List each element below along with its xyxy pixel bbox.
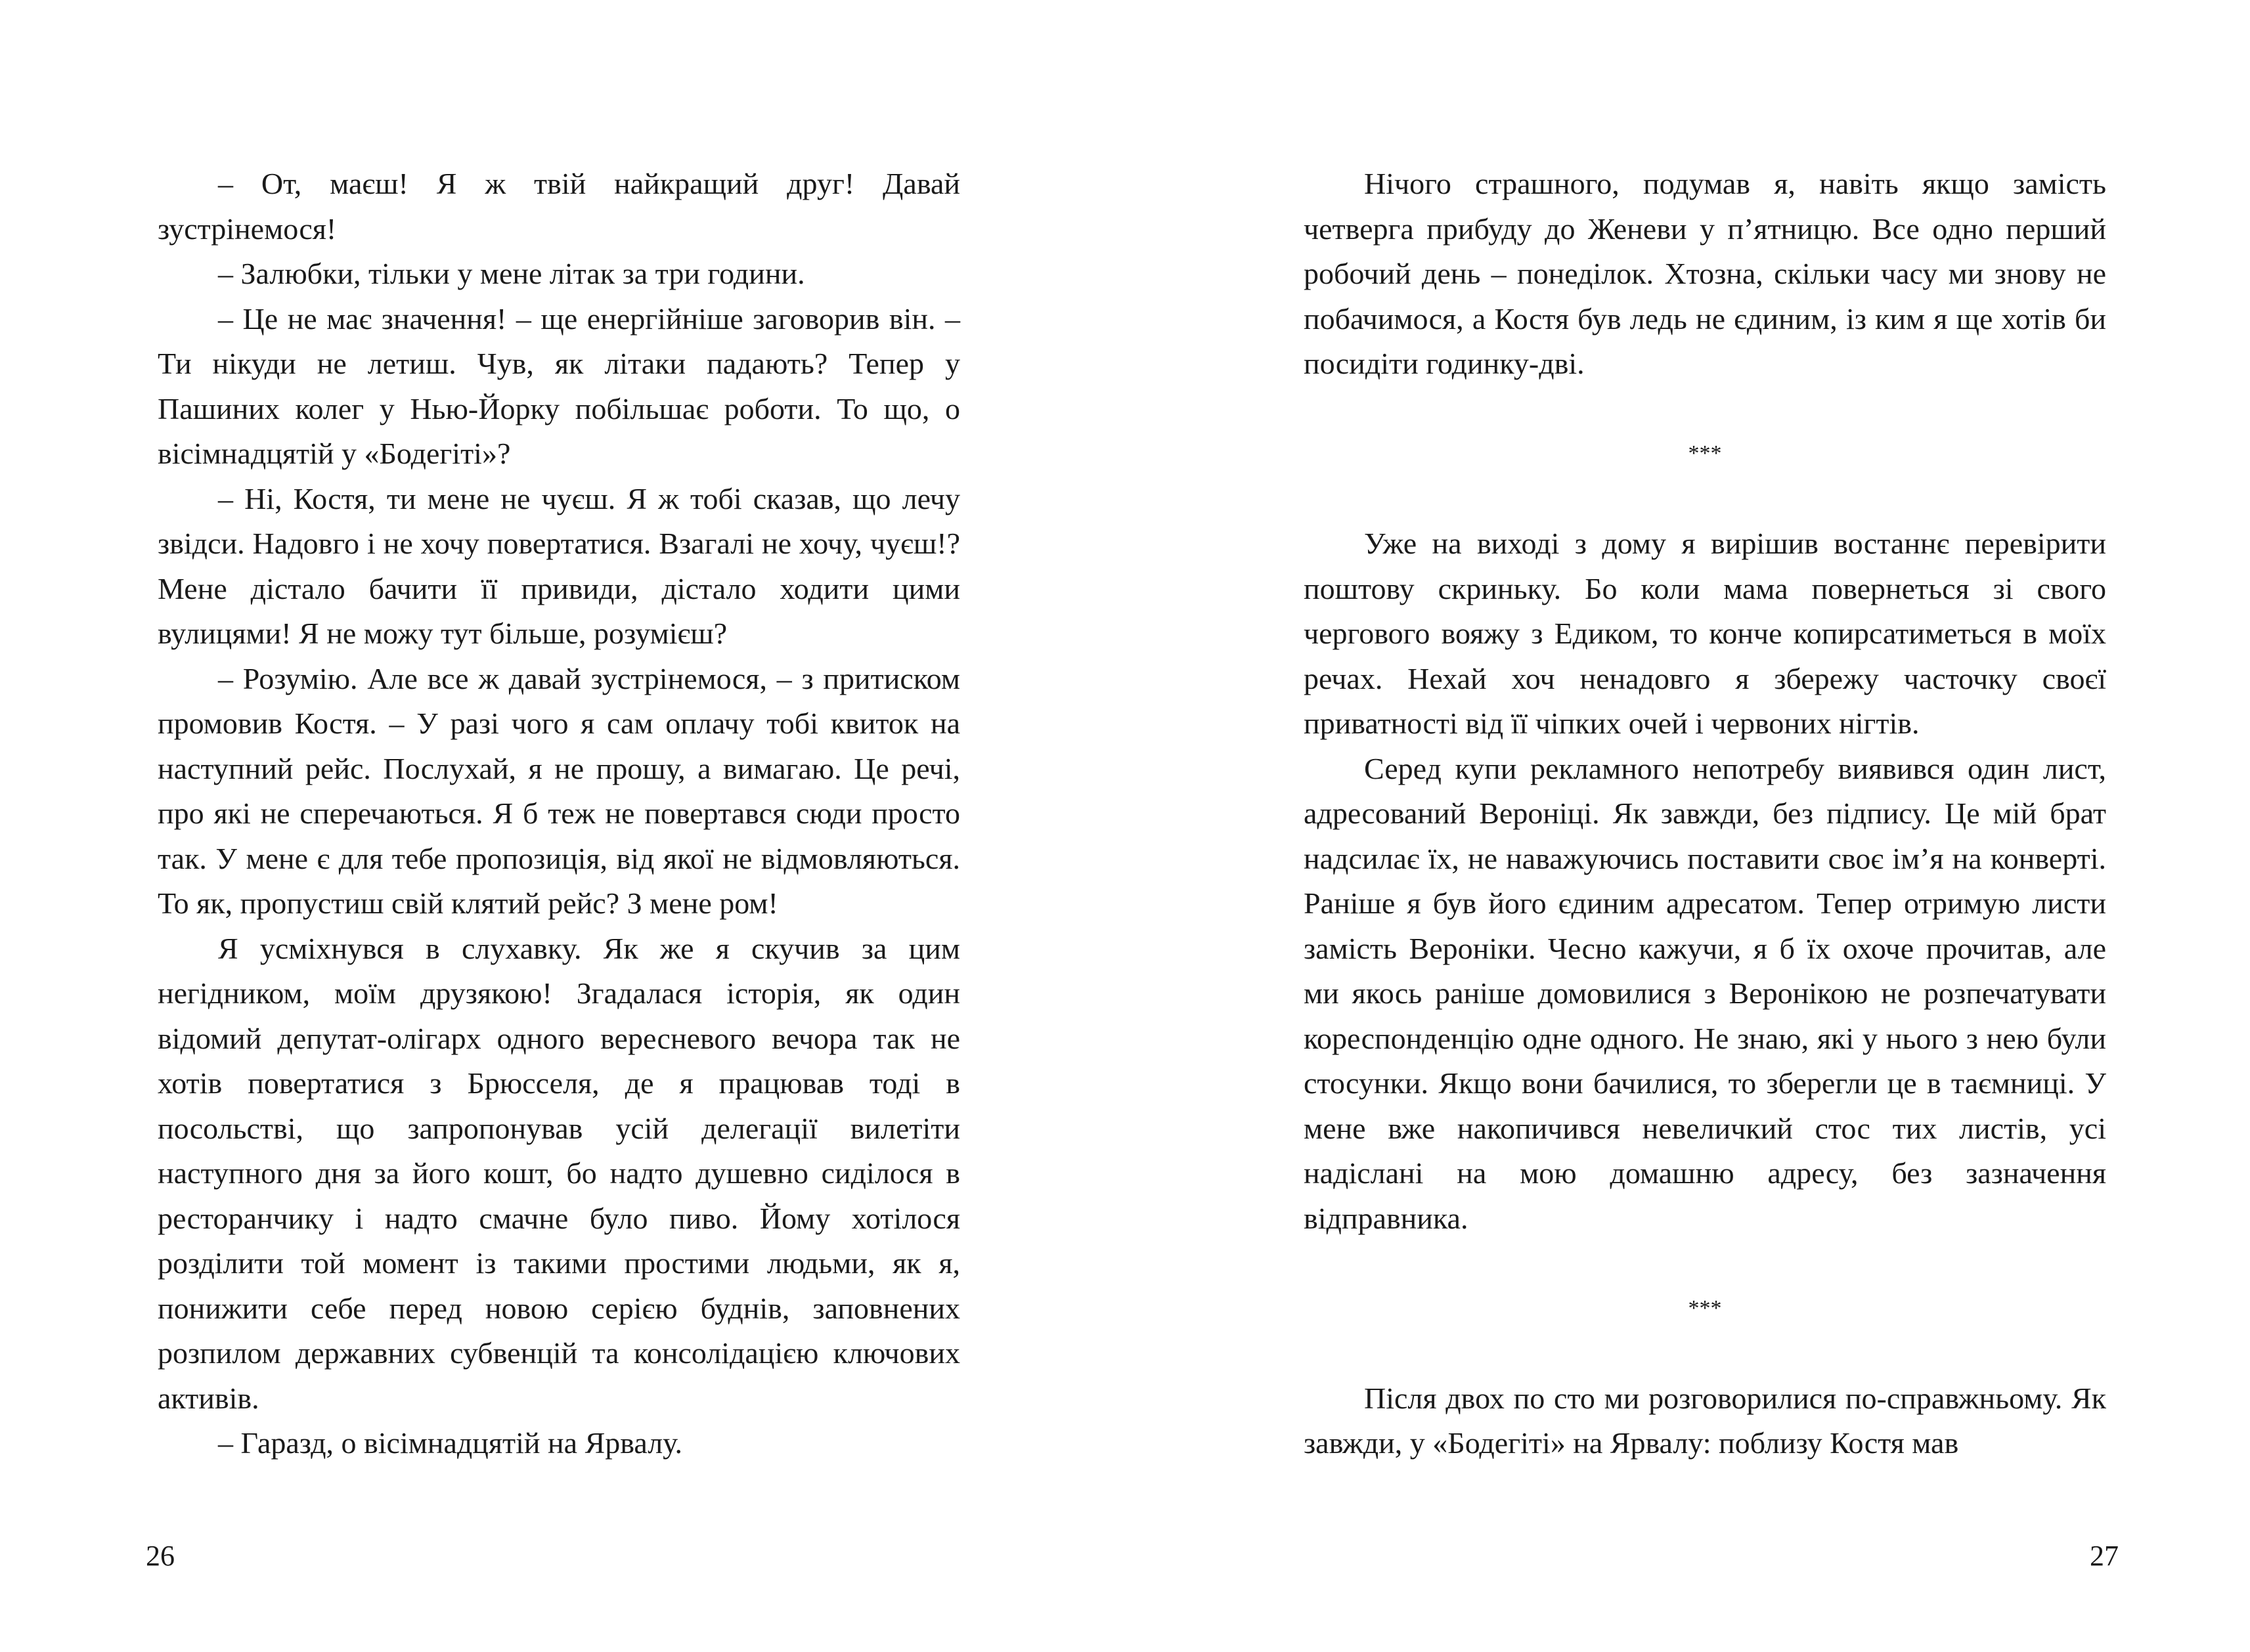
right-page — [1125, 0, 2250, 1652]
paragraph: – Залюбки, тільки у мене літак за три години. — [218, 257, 805, 290]
paragraph: – Розумію. Але все ж давай зустрінемося, – з притиском промовив Костя. – У разі чого я сам оплачу тобі квиток на наступний рейс. Послухай, я не прошу, а вимагаю. Це речі, про які не сперечаються. Я б теж не повертався сюди просто так. У мене є для тебе пропозиція, від якої не відмовляються. То як, пропустиш свій клятий рейс? З мене ром! — [158, 661, 960, 920]
paragraph: – Це не має значення! – ще енергійніше заговорив він. – Ти нікуди не летиш. Чув, як літаки падають? Тепер у Пашиних колег у Нью-Йорку побільшає роботи. То що, о вісімнадцятій у «Бодегіті»? — [158, 301, 960, 470]
page-number: 27 — [2090, 1540, 2119, 1572]
spacer — [1304, 1241, 2106, 1286]
page-number: 26 — [146, 1540, 175, 1572]
paragraph: Серед купи рекламного непотребу виявився один лист, адресований Вероніці. Як завжди, без підпису. Це мій брат надсилає їх, не наважуючись поставити своє ім’я на конверті. Раніше я був його єдиним адресатом. Тепер отримую листи замість Вероніки. Чесно кажучи, я б їх охоче прочитав, але ми якось раніше домовилися з Веронікою не розпечатувати кореспонденцію одне одного. Не знаю, які у нього з нею були стосунки. Якщо вони бачилися, то зберегли це в таємниці. У мене вже накопичився невеличкий стос тих листів, усі надіслані на мою домашню адресу, без зазначення відправника. — [1304, 751, 2106, 1235]
left-page-text — [158, 162, 960, 1466]
paragraph: Після двох по сто ми розговорилися по-справжньому. Як завжди, у «Бодегіті» на Ярвалу: поблизу Костя мав — [1304, 1381, 2106, 1460]
right-page-text — [1304, 162, 2106, 1466]
paragraph: Уже на виході з дому я вирішив востаннє перевірити поштову скриньку. Бо коли мама повернеться зі свого чергового вояжу з Едиком, то конче копирсатиметься в моїх речах. Нехай хоч ненадовго я збережу часточку своєї приватності від її чіпких очей і червоних нігтів. — [1304, 527, 2106, 740]
spacer — [1304, 387, 2106, 432]
spacer — [1304, 1331, 2106, 1376]
paragraph: Я усміхнувся в слухавку. Як же я скучив за цим негідником, моїм друзякою! Згадалася історія, як один відомий депутат-олігарх одного вересневого вечора так не хотів повертатися з Брюсселя, де я працював тоді в посольстві, що запропонував усій делегації вилетіти наступного дня за його кошт, бо надто душевно сиділося в ресторанчику і надто смачне було пиво. Йому хотілося розділити той момент із такими простими людьми, як я, понижити себе перед новою серією буднів, заповнених розпилом державних субвенцій та консолідацією ключових активів. — [158, 931, 960, 1415]
section-separator: *** — [1688, 1295, 1722, 1320]
section-separator: *** — [1688, 441, 1722, 466]
paragraph: – От, маєш! Я ж твій найкращий друг! Давай зустрінемося! — [158, 167, 960, 246]
paragraph: – Ні, Костя, ти мене не чуєш. Я ж тобі сказав, що лечу звідси. Надовго і не хочу повертатися. Взагалі не хочу, чуєш!? Мене дістало бачити її привиди, дістало ходити цими вулицями! Я не можу тут більше, розумієш? — [158, 481, 960, 650]
paragraph: Нічого страшного, подумав я, навіть якщо замість четверга прибуду до Женеви у п’ятницю. Все одно перший робочий день – понеділок. Хтозна, скільки часу ми знову не побачимося, а Костя був ледь не єдиним, із ким я ще хотів би посидіти годинку-дві. — [1304, 167, 2106, 380]
paragraph: – Гаразд, о вісімнадцятій на Ярвалу. — [218, 1426, 683, 1460]
spacer — [1304, 477, 2106, 522]
